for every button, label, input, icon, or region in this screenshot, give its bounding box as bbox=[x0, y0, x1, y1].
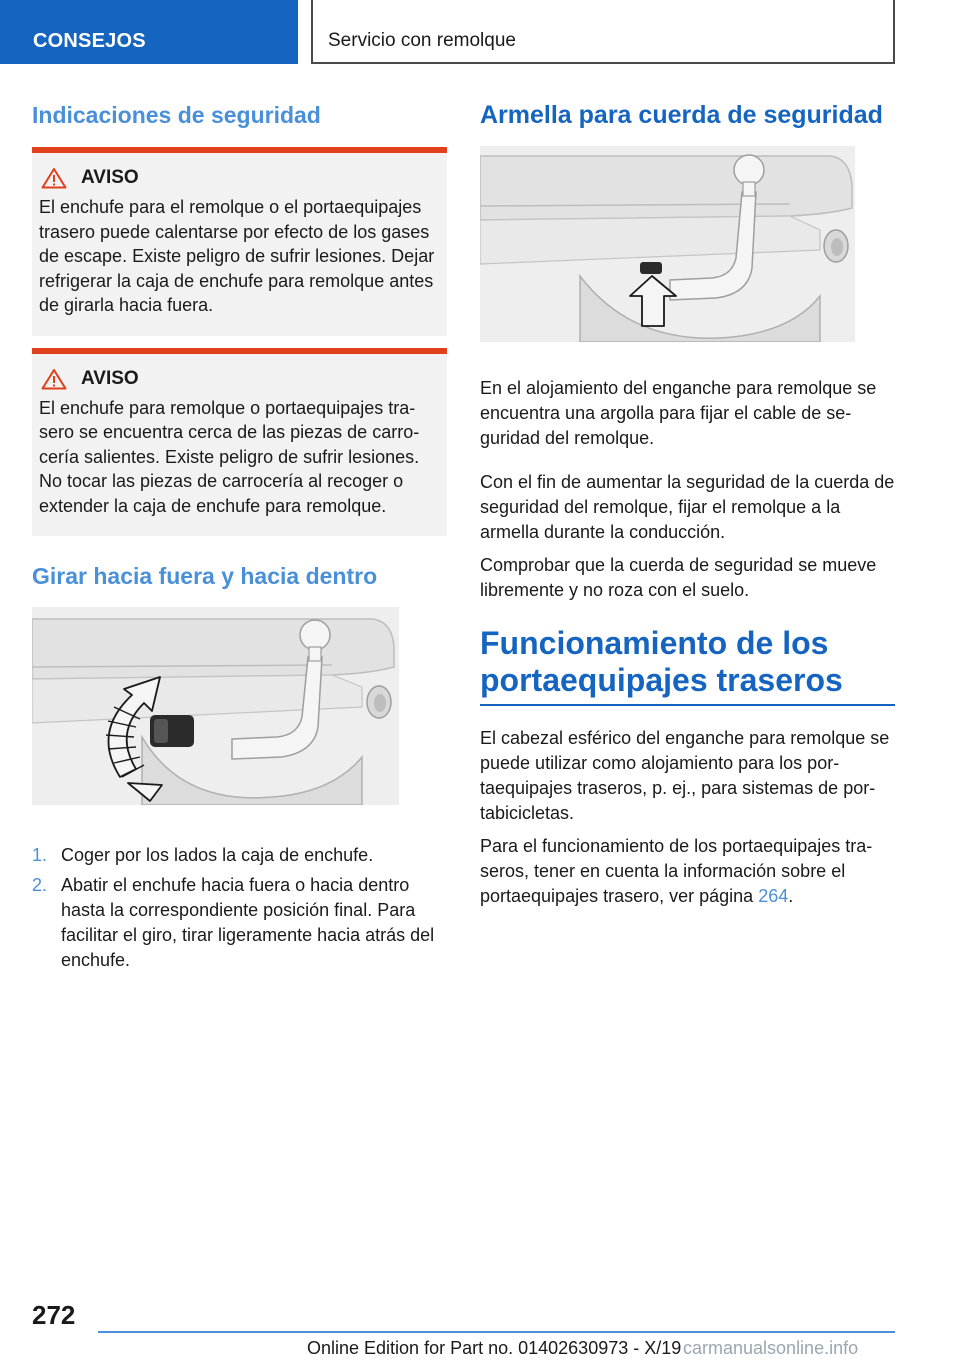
page-number: 272 bbox=[32, 1300, 76, 1330]
list-item: 1. Coger por los lados la caja de enchufe. bbox=[32, 845, 374, 865]
eyelet-heading: Armella para cuerda de seguridad bbox=[480, 101, 883, 129]
chapter-label: CONSEJOS bbox=[33, 30, 146, 52]
warning-text: El enchufe para remolque o portaequipajes trasero se encuentra cerca de las piezas de carrocería salientes. Existe peligro de sufrir lesiones. No tocar las piezas de carrocería al recoger o extender la caja de enchufe para remolque. bbox=[39, 397, 420, 516]
carrier-paragraph-1: El cabezal esférico del enganche para remolque se puede utilizar como alojamiento para los portaequipajes traseros, p. ej., para sistemas de portabicicletas. bbox=[480, 728, 890, 823]
warning-text: El enchufe para el remolque o el portaequipajes trasero puede calentarse por efecto de los gases de escape. Existe peligro de sufrir lesiones. Dejar refrigerar la caja de enchufe para remolque antes de girarla hacia fuera. bbox=[39, 197, 435, 315]
eyelet-paragraph-3: Comprobar que la cuerda de seguridad se mueve libremente y no roza con el suelo. bbox=[480, 555, 877, 600]
section-label: Servicio con remolque bbox=[328, 30, 516, 51]
warning-triangle-icon bbox=[41, 167, 67, 189]
chapter-tab[interactable] bbox=[0, 0, 298, 64]
warning-title: AVISO bbox=[39, 167, 441, 189]
safety-heading: Indicaciones de seguridad bbox=[32, 102, 321, 128]
eyelet-paragraph-1: En el alojamiento del enganche para remolque se encuentra una argolla para fijar el cable de seguridad del remolque. bbox=[480, 378, 877, 448]
heading-rule bbox=[480, 704, 895, 706]
footer-rule bbox=[98, 1331, 895, 1333]
warning-title: AVISO bbox=[39, 368, 441, 390]
watermark: carmanualsonline.info bbox=[683, 1338, 859, 1358]
page-reference-link[interactable]: 264 bbox=[758, 886, 789, 906]
steps-list bbox=[32, 843, 447, 973]
carrier-heading: Funcionamiento de los portaequipajes traseros bbox=[480, 625, 843, 698]
left-column bbox=[32, 100, 447, 978]
eyelet-paragraph-2: Con el fin de aumentar la seguridad de la cuerda de seguridad del remolque, fijar el remolque a la armella durante la conducción. bbox=[480, 472, 895, 542]
tow-hitch-eyelet-drawing bbox=[480, 146, 855, 342]
tow-hitch-socket-drawing bbox=[32, 607, 399, 805]
swing-heading: Girar hacia fuera y hacia dentro bbox=[32, 563, 378, 589]
warning-box-2 bbox=[32, 348, 447, 537]
socket-swing-illustration bbox=[32, 607, 399, 805]
section-header bbox=[311, 0, 895, 64]
safety-eyelet-illustration bbox=[480, 146, 855, 342]
edition-text: Online Edition for Part no. 01402630973 - X/19 bbox=[307, 1338, 682, 1358]
carrier-paragraph-2: Para el funcionamiento de los portaequipajes traseros, tener en cuenta la información sobre el portaequipajes trasero, ver página 264. bbox=[480, 836, 873, 906]
list-item: 2. Abatir el enchufe hacia fuera o hacia dentro hasta la correspondiente posición final. Para facilitar el giro, tirar ligeramente hacia atrás del enchufe. bbox=[32, 875, 435, 970]
warning-box-1 bbox=[32, 147, 447, 336]
warning-triangle-icon bbox=[41, 368, 67, 390]
right-column bbox=[480, 100, 895, 909]
